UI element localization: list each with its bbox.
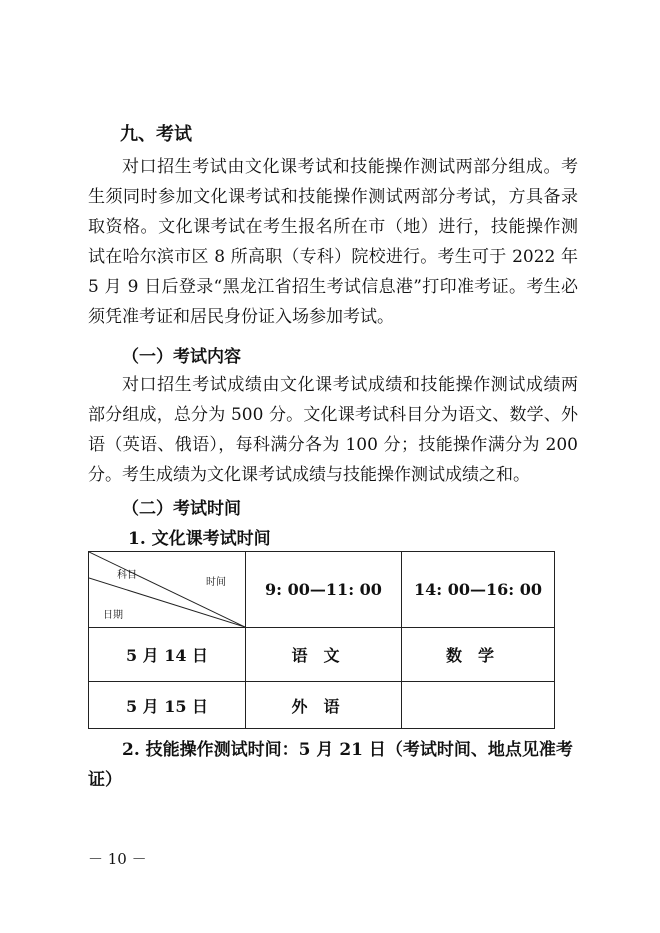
subsection-exam-content: （一）考试内容 [122, 347, 241, 367]
subsection-exam-time: （二）考试时间 [122, 499, 241, 519]
row-date: 5 月 14 日 [89, 628, 246, 682]
page-number: － 10 － [88, 850, 147, 868]
diagonal-header-cell [89, 552, 246, 628]
header-time-afternoon: 14: 00—16: 00 [402, 552, 555, 628]
exam-content-paragraph: 对口招生考试成绩由文化课考试成绩和技能操作测试成绩两部分组成，总分为 500 分。文化课考试科目分为语文、数学、外语（英语、俄语），每科满分各为 100 分；技能操作满分为 200 分。考生成绩为文化课考试成绩与技能操作测试成绩之和。 [88, 375, 578, 485]
diag-label-subject: 科目 [117, 570, 137, 581]
culture-exam-time-title: 1. 文化课考试时间 [128, 529, 271, 549]
exam-overview-paragraph: 对口招生考试由文化课考试和技能操作测试两部分组成。考生须同时参加文化课考试和技能操作测试两部分考试，方具备录取资格。文化课考试在考生报名所在市（地）进行，技能操作测试在哈尔滨市区 8 所高职（专科）院校进行。考生可于 2022 年 5 月 9 日后登录“黑龙江省招生考试信息港”打印准考证。考生必须凭准考证和居民身份证入场参加考试。 [88, 157, 578, 327]
table-row [89, 682, 555, 729]
section-title: 九、考试 [120, 124, 192, 145]
header-time-morning: 9: 00—11: 00 [246, 552, 402, 628]
row-afternoon-subject [402, 682, 555, 729]
table-row [89, 628, 555, 682]
exam-schedule-table [88, 551, 555, 729]
diag-label-time: 时间 [206, 577, 226, 588]
row-date: 5 月 15 日 [89, 682, 246, 729]
row-afternoon-subject: 数学 [402, 628, 555, 682]
table-header-row [89, 552, 555, 628]
row-morning-subject: 语文 [246, 628, 402, 682]
row-morning-subject: 外语 [246, 682, 402, 729]
skill-test-time-text: 2. 技能操作测试时间：5 月 21 日（考试时间、地点见准考证） [88, 740, 573, 790]
diag-label-date: 日期 [103, 610, 123, 621]
